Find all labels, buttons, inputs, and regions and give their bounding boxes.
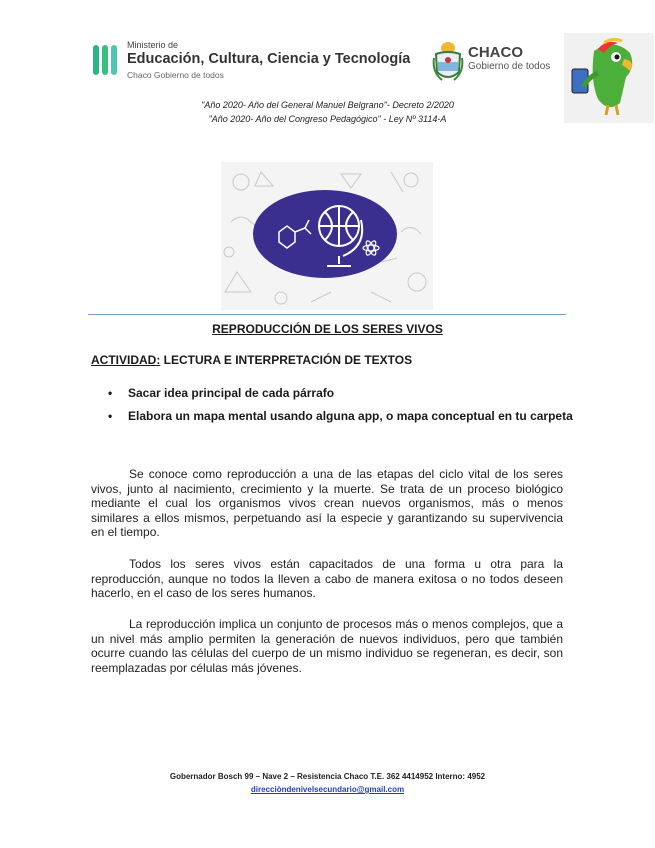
divider-line	[88, 314, 566, 315]
list-item: • Elabora un mapa mental usando alguna app, o mapa conceptual en tu carpeta	[108, 406, 578, 427]
logo-bar-icon	[93, 45, 99, 75]
decree-line: "Año 2020- Año del Congreso Pedagógico" - Ley Nº 3114-A	[208, 114, 447, 124]
footer-address: Gobernador Bosch 99 – Nave 2 – Resistencia Chaco T.E. 362 4414952 Interno: 4952	[169, 772, 486, 781]
chaco-title: CHACO	[468, 44, 523, 61]
chaco-subtitle: Gobierno de todos	[468, 61, 551, 72]
science-banner-image	[221, 162, 433, 310]
ministry-small-label: Ministerio de	[127, 40, 179, 50]
document-title: REPRODUCCIÓN DE LOS SERES VIVOS	[212, 322, 443, 336]
paragraph: La reproducción implica un conjunto de procesos más o menos complejos, que a un nivel más amplio permiten la generación de nuevos individuos, pero que también ocurre cuando las células del cuerpo de un mismo individuo se regeneran, es decir, son reemplazadas por células más jóvenes.	[91, 617, 563, 675]
logo-bar-icon	[102, 45, 108, 75]
activity-text: LECTURA E INTERPRETACIÓN DE TEXTOS	[160, 353, 413, 367]
chaco-logo	[432, 38, 562, 84]
list-item: • Sacar idea principal de cada párrafo	[108, 383, 578, 404]
footer-email-link[interactable]: direcciòndenivelsecundario@gmail.com	[250, 785, 405, 794]
logo-bar-icon	[111, 45, 117, 75]
paragraph: Se conoce como reproducción a una de las etapas del ciclo vital de los seres vivos, junto al nacimiento, crecimiento y la muerte. Se trata de un proceso biológico mediante el cual los organismos vivos crean nuevos organismos, más o menos similares a ellos mismos, perpetuando así la especie y garantizando su supervivencia en el tiempo.	[91, 467, 563, 539]
activity-label: ACTIVIDAD:	[91, 353, 161, 367]
paragraph: Todos los seres vivos están capacitados de una forma u otra para la reproducción, aunque no todos la lleven a cabo de manera exitosa o no todos deseen hacerlo, en el caso de los seres humanos.	[91, 557, 563, 600]
ministry-name: Educación, Cultura, Ciencia y Tecnología	[127, 51, 411, 67]
decree-line: "Año 2020- Año del General Manuel Belgrano"- Decreto 2/2020	[201, 100, 454, 110]
chaco-shield-icon	[432, 38, 464, 84]
task-list	[108, 383, 578, 429]
ministry-subtitle: Chaco Gobierno de todos	[127, 70, 224, 80]
activity-heading	[91, 353, 412, 367]
ministry-logo	[93, 40, 413, 83]
footer-email-line	[0, 785, 655, 794]
